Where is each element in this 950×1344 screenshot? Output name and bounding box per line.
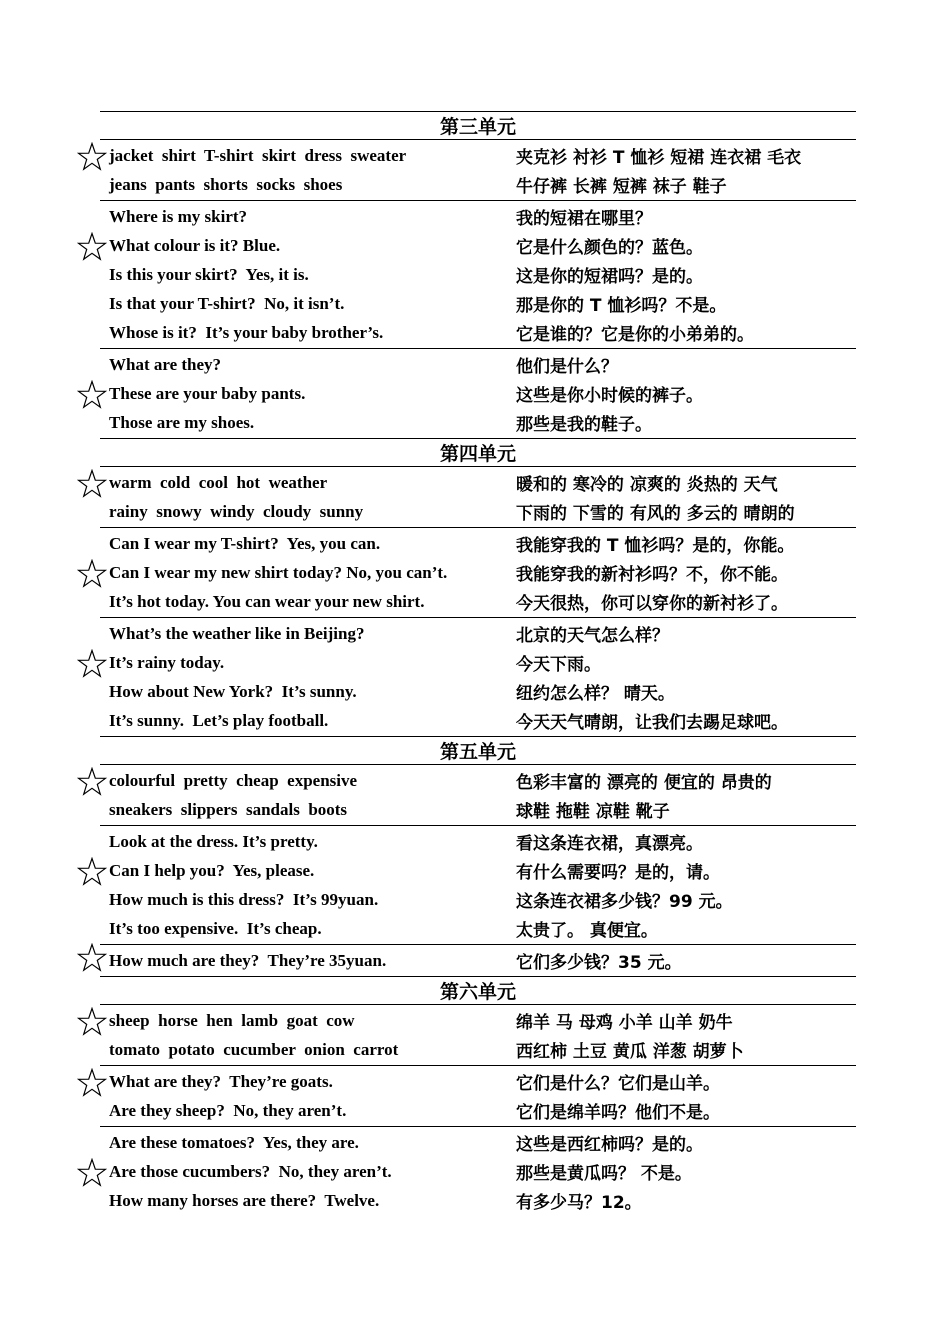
english-text: What are they? bbox=[109, 354, 222, 374]
star-icon bbox=[77, 649, 107, 679]
chinese-text: 那是你的 T 恤衫吗？不是。 bbox=[516, 296, 727, 316]
english-text: Are they sheep? No, they aren’t. bbox=[109, 1100, 347, 1120]
vocab-row bbox=[100, 1128, 856, 1157]
vocab-row bbox=[100, 1157, 856, 1186]
sentence-group bbox=[100, 1005, 856, 1066]
vocab-row bbox=[100, 318, 856, 347]
vocab-row bbox=[100, 379, 856, 408]
vocab-row bbox=[100, 856, 856, 885]
vocab-row bbox=[100, 795, 856, 824]
chinese-text: 球鞋 拖鞋 凉鞋 靴子 bbox=[516, 802, 670, 822]
chinese-text: 下雨的 下雪的 有风的 多云的 晴朗的 bbox=[516, 504, 795, 524]
vocabulary-document bbox=[100, 111, 856, 1216]
chinese-text: 今天天气晴朗，让我们去踢足球吧。 bbox=[516, 713, 788, 733]
sentence-group bbox=[100, 618, 856, 736]
vocab-row bbox=[100, 648, 856, 677]
english-text: These are your baby pants. bbox=[109, 383, 306, 403]
chinese-text: 太贵了。 真便宜。 bbox=[516, 921, 658, 941]
star-icon bbox=[77, 1068, 107, 1098]
sentence-group bbox=[100, 1127, 856, 1216]
vocab-row bbox=[100, 587, 856, 616]
english-text: How much are they? They’re 35yuan. bbox=[109, 950, 387, 970]
english-text: rainy snowy windy cloudy sunny bbox=[109, 501, 364, 521]
vocab-row bbox=[100, 706, 856, 735]
vocab-row bbox=[100, 170, 856, 199]
chinese-text: 它们是绵羊吗？他们不是。 bbox=[516, 1103, 720, 1123]
star-icon bbox=[77, 1007, 107, 1037]
english-text: Can I wear my T-shirt? Yes, you can. bbox=[109, 533, 381, 553]
sentence-group bbox=[100, 765, 856, 826]
vocab-row bbox=[100, 408, 856, 437]
chinese-text: 它是谁的？它是你的小弟弟的。 bbox=[516, 325, 754, 345]
vocab-row bbox=[100, 1006, 856, 1035]
english-text: What’s the weather like in Beijing? bbox=[109, 623, 365, 643]
english-text: It’s too expensive. It’s cheap. bbox=[109, 918, 322, 938]
vocab-row bbox=[100, 558, 856, 587]
english-text: Can I wear my new shirt today? No, you can’t. bbox=[109, 562, 448, 582]
chinese-text: 绵羊 马 母鸡 小羊 山羊 奶牛 bbox=[516, 1013, 733, 1033]
english-text: Those are my shoes. bbox=[109, 412, 255, 432]
english-text: How much is this dress? It’s 99yuan. bbox=[109, 889, 379, 909]
chinese-text: 这是你的短裙吗？是的。 bbox=[516, 267, 703, 287]
star-icon bbox=[77, 1158, 107, 1188]
english-text: sneakers slippers sandals boots bbox=[109, 799, 348, 819]
chinese-text: 它们是什么？它们是山羊。 bbox=[516, 1074, 720, 1094]
english-text: Is that your T-shirt? No, it isn’t. bbox=[109, 293, 345, 313]
sentence-group bbox=[100, 349, 856, 438]
english-text: Are these tomatoes? Yes, they are. bbox=[109, 1132, 359, 1152]
vocab-row bbox=[100, 946, 856, 975]
english-text: sheep horse hen lamb goat cow bbox=[109, 1010, 355, 1030]
vocab-row bbox=[100, 260, 856, 289]
chinese-text: 有多少马？12。 bbox=[516, 1193, 642, 1213]
chinese-text: 我能穿我的新衬衫吗？不，你不能。 bbox=[516, 565, 788, 585]
chinese-text: 它们多少钱？35 元。 bbox=[516, 953, 682, 973]
vocab-row bbox=[100, 289, 856, 318]
vocab-row bbox=[100, 1067, 856, 1096]
english-text: What colour is it? Blue. bbox=[109, 235, 281, 255]
chinese-text: 今天下雨。 bbox=[516, 655, 601, 675]
chinese-text: 看这条连衣裙，真漂亮。 bbox=[516, 834, 703, 854]
star-icon bbox=[77, 857, 107, 887]
vocab-row bbox=[100, 202, 856, 231]
star-icon bbox=[77, 232, 107, 262]
vocab-row bbox=[100, 497, 856, 526]
vocab-row bbox=[100, 885, 856, 914]
chinese-text: 这条连衣裙多少钱？99 元。 bbox=[516, 892, 733, 912]
english-text: Can I help you? Yes, please. bbox=[109, 860, 315, 880]
english-text: It’s rainy today. bbox=[109, 652, 225, 672]
star-icon bbox=[77, 142, 107, 172]
english-text: tomato potato cucumber onion carrot bbox=[109, 1039, 399, 1059]
star-icon bbox=[77, 559, 107, 589]
unit-title: 第六单元 bbox=[100, 976, 856, 1005]
chinese-text: 西红柿 土豆 黄瓜 洋葱 胡萝卜 bbox=[516, 1042, 744, 1062]
english-text: Is this your skirt? Yes, it is. bbox=[109, 264, 309, 284]
vocab-row bbox=[100, 468, 856, 497]
star-icon bbox=[77, 767, 107, 797]
chinese-text: 今天很热，你可以穿你的新衬衫了。 bbox=[516, 594, 788, 614]
vocab-row bbox=[100, 231, 856, 260]
english-text: How many horses are there? Twelve. bbox=[109, 1190, 380, 1210]
vocab-row bbox=[100, 914, 856, 943]
chinese-text: 我的短裙在哪里？ bbox=[516, 209, 652, 229]
english-text: Where is my skirt? bbox=[109, 206, 248, 226]
unit-title: 第四单元 bbox=[100, 438, 856, 467]
chinese-text: 这些是你小时候的裤子。 bbox=[516, 386, 703, 406]
english-text: What are they? They’re goats. bbox=[109, 1071, 333, 1091]
sentence-group bbox=[100, 140, 856, 201]
english-text: colourful pretty cheap expensive bbox=[109, 770, 358, 790]
english-text: Whose is it? It’s your baby brother’s. bbox=[109, 322, 384, 342]
english-text: It’s sunny. Let’s play football. bbox=[109, 710, 329, 730]
vocab-row bbox=[100, 1096, 856, 1125]
chinese-text: 北京的天气怎么样？ bbox=[516, 626, 669, 646]
vocab-row bbox=[100, 141, 856, 170]
vocab-row bbox=[100, 827, 856, 856]
chinese-text: 色彩丰富的 漂亮的 便宜的 昂贵的 bbox=[516, 773, 772, 793]
english-text: jeans pants shorts socks shoes bbox=[109, 174, 343, 194]
chinese-text: 它是什么颜色的？蓝色。 bbox=[516, 238, 703, 258]
unit-title: 第三单元 bbox=[100, 111, 856, 140]
chinese-text: 这些是西红柿吗？是的。 bbox=[516, 1135, 703, 1155]
english-text: Look at the dress. It’s pretty. bbox=[109, 831, 318, 851]
chinese-text: 我能穿我的 T 恤衫吗？是的，你能。 bbox=[516, 536, 795, 556]
star-icon bbox=[77, 380, 107, 410]
vocab-row bbox=[100, 619, 856, 648]
vocab-row bbox=[100, 1186, 856, 1215]
chinese-text: 有什么需要吗？是的，请。 bbox=[516, 863, 720, 883]
star-icon bbox=[77, 469, 107, 499]
sentence-group bbox=[100, 1066, 856, 1127]
sentence-group bbox=[100, 528, 856, 618]
english-text: warm cold cool hot weather bbox=[109, 472, 328, 492]
vocab-row bbox=[100, 1035, 856, 1064]
sentence-group bbox=[100, 201, 856, 349]
vocab-row bbox=[100, 766, 856, 795]
chinese-text: 他们是什么？ bbox=[516, 357, 618, 377]
chinese-text: 暖和的 寒冷的 凉爽的 炎热的 天气 bbox=[516, 475, 778, 495]
vocab-row bbox=[100, 350, 856, 379]
chinese-text: 那些是我的鞋子。 bbox=[516, 415, 652, 435]
sentence-group bbox=[100, 945, 856, 976]
english-text: It’s hot today. You can wear your new shirt. bbox=[109, 591, 425, 611]
chinese-text: 夹克衫 衬衫 T 恤衫 短裙 连衣裙 毛衣 bbox=[516, 148, 802, 168]
english-text: Are those cucumbers? No, they aren’t. bbox=[109, 1161, 392, 1181]
chinese-text: 纽约怎么样？ 晴天。 bbox=[516, 684, 675, 704]
star-icon bbox=[77, 943, 107, 973]
chinese-text: 那些是黄瓜吗？ 不是。 bbox=[516, 1164, 692, 1184]
unit-title: 第五单元 bbox=[100, 736, 856, 765]
sentence-group bbox=[100, 826, 856, 945]
chinese-text: 牛仔裤 长裤 短裤 袜子 鞋子 bbox=[516, 177, 727, 197]
english-text: How about New York? It’s sunny. bbox=[109, 681, 357, 701]
sentence-group bbox=[100, 467, 856, 528]
english-text: jacket shirt T-shirt skirt dress sweater bbox=[109, 145, 407, 165]
vocab-row bbox=[100, 529, 856, 558]
vocab-row bbox=[100, 677, 856, 706]
